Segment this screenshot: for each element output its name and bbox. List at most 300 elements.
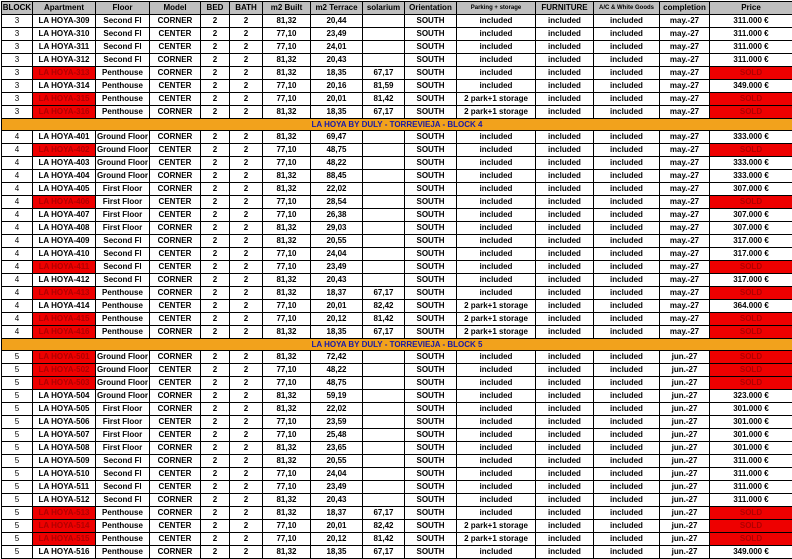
cell-bath: 2 [230, 144, 263, 157]
cell-m2-terrace: 20,43 [311, 54, 363, 67]
cell-parking: included [457, 442, 536, 455]
cell-m2-terrace: 20,55 [311, 235, 363, 248]
cell-furniture: included [536, 403, 594, 416]
cell-m2-terrace: 48,75 [311, 144, 363, 157]
cell-price: SOLD [710, 287, 792, 300]
cell-ac-white-goods: included [594, 209, 660, 222]
cell-m2-built: 77,10 [263, 520, 311, 533]
cell-apartment: LA HOYA-410 [33, 248, 96, 261]
block-title: LA HOYA BY DULY - TORREVIEJA - BLOCK 5 [2, 339, 792, 351]
cell-m2-built: 77,10 [263, 41, 311, 54]
cell-solarium: 67,17 [363, 507, 405, 520]
cell-block: 4 [2, 209, 33, 222]
cell-floor: Second Fl [96, 15, 150, 28]
cell-orientation: SOUTH [405, 54, 457, 67]
cell-m2-terrace: 69,47 [311, 131, 363, 144]
cell-completion: may.-27 [660, 274, 710, 287]
cell-m2-terrace: 20,55 [311, 455, 363, 468]
table-row [2, 481, 792, 494]
cell-m2-terrace: 20,16 [311, 80, 363, 93]
cell-m2-built: 81,32 [263, 67, 311, 80]
table-row [2, 455, 792, 468]
cell-apartment: LA HOYA-514 [33, 520, 96, 533]
cell-bath: 2 [230, 546, 263, 559]
col-floor: Floor [96, 2, 150, 15]
cell-bath: 2 [230, 235, 263, 248]
cell-m2-terrace: 18,35 [311, 67, 363, 80]
cell-block: 5 [2, 533, 33, 546]
cell-block: 3 [2, 67, 33, 80]
cell-m2-terrace: 18,35 [311, 326, 363, 339]
cell-ac-white-goods: included [594, 106, 660, 119]
cell-price: SOLD [710, 106, 792, 119]
column-header-row [2, 2, 792, 15]
cell-floor: Ground Floor [96, 364, 150, 377]
cell-parking: included [457, 28, 536, 41]
cell-solarium: 82,42 [363, 520, 405, 533]
cell-m2-terrace: 20,01 [311, 93, 363, 106]
cell-price: 301.000 € [710, 429, 792, 442]
cell-m2-built: 77,10 [263, 144, 311, 157]
cell-solarium [363, 54, 405, 67]
cell-ac-white-goods: included [594, 157, 660, 170]
cell-bath: 2 [230, 222, 263, 235]
cell-model: CORNER [150, 54, 201, 67]
cell-m2-terrace: 20,44 [311, 15, 363, 28]
cell-price: 333.000 € [710, 170, 792, 183]
cell-parking: included [457, 157, 536, 170]
cell-furniture: included [536, 170, 594, 183]
cell-block: 4 [2, 131, 33, 144]
col-ac-white-goods: A/C & White Goods [594, 2, 660, 15]
cell-model: CORNER [150, 131, 201, 144]
cell-block: 3 [2, 106, 33, 119]
cell-price: 311.000 € [710, 28, 792, 41]
cell-ac-white-goods: included [594, 416, 660, 429]
cell-ac-white-goods: included [594, 455, 660, 468]
cell-m2-built: 81,32 [263, 54, 311, 67]
cell-price: 364.000 € [710, 300, 792, 313]
cell-floor: Second Fl [96, 481, 150, 494]
cell-orientation: SOUTH [405, 183, 457, 196]
cell-block: 3 [2, 41, 33, 54]
cell-price: 301.000 € [710, 442, 792, 455]
cell-ac-white-goods: included [594, 15, 660, 28]
cell-m2-built: 81,32 [263, 131, 311, 144]
cell-m2-built: 77,10 [263, 93, 311, 106]
cell-m2-terrace: 48,75 [311, 377, 363, 390]
cell-m2-terrace: 26,38 [311, 209, 363, 222]
cell-m2-terrace: 23,49 [311, 481, 363, 494]
cell-bed: 2 [201, 300, 230, 313]
cell-furniture: included [536, 287, 594, 300]
cell-block: 3 [2, 54, 33, 67]
cell-price: 311.000 € [710, 15, 792, 28]
cell-furniture: included [536, 222, 594, 235]
col-parking: Parking + storage [457, 2, 536, 15]
col-apartment: Apartment [33, 2, 96, 15]
cell-block: 5 [2, 520, 33, 533]
cell-solarium [363, 222, 405, 235]
cell-parking: 2 park+1 storage [457, 520, 536, 533]
cell-bed: 2 [201, 507, 230, 520]
block-section-header [2, 339, 792, 351]
cell-price: 317.000 € [710, 248, 792, 261]
cell-m2-terrace: 22,02 [311, 183, 363, 196]
cell-floor: Ground Floor [96, 377, 150, 390]
cell-m2-terrace: 18,35 [311, 106, 363, 119]
cell-bath: 2 [230, 390, 263, 403]
cell-furniture: included [536, 416, 594, 429]
cell-furniture: included [536, 196, 594, 209]
cell-bed: 2 [201, 209, 230, 222]
cell-floor: Ground Floor [96, 157, 150, 170]
cell-floor: First Floor [96, 209, 150, 222]
cell-apartment: LA HOYA-406 [33, 196, 96, 209]
cell-m2-terrace: 20,01 [311, 520, 363, 533]
cell-model: CORNER [150, 326, 201, 339]
cell-ac-white-goods: included [594, 274, 660, 287]
cell-ac-white-goods: included [594, 494, 660, 507]
cell-floor: Penthouse [96, 93, 150, 106]
cell-solarium [363, 468, 405, 481]
cell-apartment: LA HOYA-512 [33, 494, 96, 507]
cell-completion: jun.-27 [660, 546, 710, 559]
table-row [2, 261, 792, 274]
cell-orientation: SOUTH [405, 468, 457, 481]
cell-bed: 2 [201, 326, 230, 339]
cell-model: CORNER [150, 546, 201, 559]
cell-ac-white-goods: included [594, 546, 660, 559]
cell-bath: 2 [230, 28, 263, 41]
cell-model: CENTER [150, 157, 201, 170]
cell-m2-built: 81,32 [263, 222, 311, 235]
col-block: BLOCK [2, 2, 33, 15]
cell-parking: included [457, 287, 536, 300]
cell-furniture: included [536, 144, 594, 157]
cell-ac-white-goods: included [594, 313, 660, 326]
cell-parking: included [457, 364, 536, 377]
cell-parking: included [457, 222, 536, 235]
cell-m2-terrace: 23,65 [311, 442, 363, 455]
cell-model: CENTER [150, 144, 201, 157]
cell-bath: 2 [230, 468, 263, 481]
cell-ac-white-goods: included [594, 235, 660, 248]
cell-ac-white-goods: included [594, 248, 660, 261]
cell-orientation: SOUTH [405, 261, 457, 274]
cell-floor: Penthouse [96, 520, 150, 533]
cell-apartment: LA HOYA-504 [33, 390, 96, 403]
cell-price: SOLD [710, 144, 792, 157]
cell-furniture: included [536, 364, 594, 377]
cell-m2-built: 81,32 [263, 442, 311, 455]
cell-model: CENTER [150, 93, 201, 106]
cell-apartment: LA HOYA-415 [33, 313, 96, 326]
cell-m2-terrace: 18,35 [311, 546, 363, 559]
cell-furniture: included [536, 494, 594, 507]
cell-block: 4 [2, 170, 33, 183]
cell-solarium: 81,42 [363, 313, 405, 326]
cell-furniture: included [536, 326, 594, 339]
cell-price: 301.000 € [710, 403, 792, 416]
cell-orientation: SOUTH [405, 274, 457, 287]
table-row [2, 144, 792, 157]
cell-ac-white-goods: included [594, 170, 660, 183]
cell-model: CORNER [150, 494, 201, 507]
cell-solarium [363, 274, 405, 287]
cell-bath: 2 [230, 170, 263, 183]
cell-apartment: LA HOYA-501 [33, 351, 96, 364]
cell-price: SOLD [710, 377, 792, 390]
cell-completion: may.-27 [660, 15, 710, 28]
cell-ac-white-goods: included [594, 390, 660, 403]
cell-price: 317.000 € [710, 274, 792, 287]
cell-apartment: LA HOYA-515 [33, 533, 96, 546]
cell-apartment: LA HOYA-507 [33, 429, 96, 442]
cell-apartment: LA HOYA-505 [33, 403, 96, 416]
cell-completion: jun.-27 [660, 351, 710, 364]
cell-model: CORNER [150, 183, 201, 196]
cell-apartment: LA HOYA-411 [33, 261, 96, 274]
table-row [2, 93, 792, 106]
cell-bed: 2 [201, 377, 230, 390]
cell-bed: 2 [201, 170, 230, 183]
table-row [2, 28, 792, 41]
cell-solarium [363, 170, 405, 183]
table-row [2, 170, 792, 183]
cell-m2-built: 77,10 [263, 313, 311, 326]
cell-completion: may.-27 [660, 41, 710, 54]
cell-parking: included [457, 546, 536, 559]
cell-price: 301.000 € [710, 416, 792, 429]
cell-block: 5 [2, 403, 33, 416]
cell-apartment: LA HOYA-414 [33, 300, 96, 313]
cell-m2-terrace: 59,19 [311, 390, 363, 403]
cell-orientation: SOUTH [405, 494, 457, 507]
cell-block: 4 [2, 300, 33, 313]
cell-orientation: SOUTH [405, 15, 457, 28]
cell-model: CENTER [150, 80, 201, 93]
cell-apartment: LA HOYA-502 [33, 364, 96, 377]
cell-m2-built: 77,10 [263, 209, 311, 222]
cell-floor: First Floor [96, 222, 150, 235]
cell-ac-white-goods: included [594, 131, 660, 144]
cell-block: 5 [2, 390, 33, 403]
cell-m2-terrace: 23,59 [311, 416, 363, 429]
cell-solarium [363, 403, 405, 416]
cell-solarium [363, 248, 405, 261]
cell-m2-built: 77,10 [263, 80, 311, 93]
cell-solarium [363, 377, 405, 390]
cell-orientation: SOUTH [405, 144, 457, 157]
cell-m2-built: 77,10 [263, 377, 311, 390]
cell-orientation: SOUTH [405, 93, 457, 106]
cell-price: 311.000 € [710, 481, 792, 494]
table-row [2, 54, 792, 67]
cell-m2-terrace: 20,43 [311, 274, 363, 287]
cell-ac-white-goods: included [594, 41, 660, 54]
cell-m2-built: 77,10 [263, 468, 311, 481]
col-furniture: FURNITURE [536, 2, 594, 15]
table-row [2, 131, 792, 144]
cell-model: CENTER [150, 377, 201, 390]
cell-m2-terrace: 24,01 [311, 41, 363, 54]
cell-floor: Penthouse [96, 67, 150, 80]
cell-parking: included [457, 390, 536, 403]
cell-m2-built: 77,10 [263, 300, 311, 313]
cell-solarium [363, 455, 405, 468]
cell-bed: 2 [201, 403, 230, 416]
cell-ac-white-goods: included [594, 80, 660, 93]
cell-apartment: LA HOYA-313 [33, 67, 96, 80]
cell-bath: 2 [230, 364, 263, 377]
cell-block: 5 [2, 351, 33, 364]
cell-parking: included [457, 261, 536, 274]
cell-ac-white-goods: included [594, 28, 660, 41]
cell-floor: Penthouse [96, 300, 150, 313]
cell-solarium: 67,17 [363, 287, 405, 300]
cell-model: CORNER [150, 106, 201, 119]
cell-orientation: SOUTH [405, 131, 457, 144]
cell-orientation: SOUTH [405, 300, 457, 313]
cell-furniture: included [536, 481, 594, 494]
cell-floor: Second Fl [96, 261, 150, 274]
cell-apartment: LA HOYA-516 [33, 546, 96, 559]
cell-bath: 2 [230, 80, 263, 93]
cell-bed: 2 [201, 416, 230, 429]
cell-orientation: SOUTH [405, 209, 457, 222]
cell-floor: Second Fl [96, 235, 150, 248]
cell-apartment: LA HOYA-508 [33, 442, 96, 455]
cell-apartment: LA HOYA-506 [33, 416, 96, 429]
cell-solarium [363, 390, 405, 403]
cell-block: 4 [2, 287, 33, 300]
cell-furniture: included [536, 300, 594, 313]
cell-solarium: 81,42 [363, 93, 405, 106]
cell-parking: included [457, 429, 536, 442]
cell-block: 5 [2, 364, 33, 377]
cell-price: 307.000 € [710, 183, 792, 196]
cell-model: CENTER [150, 468, 201, 481]
cell-bed: 2 [201, 80, 230, 93]
cell-completion: may.-27 [660, 67, 710, 80]
cell-model: CENTER [150, 416, 201, 429]
cell-solarium [363, 28, 405, 41]
cell-m2-built: 81,32 [263, 287, 311, 300]
cell-model: CORNER [150, 235, 201, 248]
cell-bed: 2 [201, 364, 230, 377]
cell-solarium [363, 416, 405, 429]
cell-orientation: SOUTH [405, 351, 457, 364]
cell-bath: 2 [230, 93, 263, 106]
cell-price: 311.000 € [710, 455, 792, 468]
cell-solarium [363, 481, 405, 494]
cell-apartment: LA HOYA-404 [33, 170, 96, 183]
cell-price: 333.000 € [710, 157, 792, 170]
table-row [2, 416, 792, 429]
cell-bath: 2 [230, 15, 263, 28]
cell-orientation: SOUTH [405, 390, 457, 403]
table-row [2, 507, 792, 520]
table-row [2, 377, 792, 390]
cell-apartment: LA HOYA-416 [33, 326, 96, 339]
cell-bed: 2 [201, 41, 230, 54]
cell-furniture: included [536, 209, 594, 222]
col-bath: BATH [230, 2, 263, 15]
cell-floor: Second Fl [96, 468, 150, 481]
cell-completion: may.-27 [660, 287, 710, 300]
cell-solarium: 82,42 [363, 300, 405, 313]
cell-parking: 2 park+1 storage [457, 106, 536, 119]
table-row [2, 222, 792, 235]
cell-parking: 2 park+1 storage [457, 533, 536, 546]
cell-bed: 2 [201, 28, 230, 41]
table-row [2, 390, 792, 403]
cell-bath: 2 [230, 507, 263, 520]
cell-completion: may.-27 [660, 106, 710, 119]
cell-price: 349.000 € [710, 80, 792, 93]
col-orientation: Orientation [405, 2, 457, 15]
table-row [2, 106, 792, 119]
cell-orientation: SOUTH [405, 520, 457, 533]
cell-block: 3 [2, 93, 33, 106]
cell-block: 3 [2, 28, 33, 41]
table-row [2, 41, 792, 54]
cell-bath: 2 [230, 209, 263, 222]
cell-completion: jun.-27 [660, 455, 710, 468]
cell-parking: 2 park+1 storage [457, 326, 536, 339]
cell-parking: included [457, 15, 536, 28]
cell-bath: 2 [230, 403, 263, 416]
cell-m2-terrace: 22,02 [311, 403, 363, 416]
cell-block: 4 [2, 248, 33, 261]
cell-price: 311.000 € [710, 54, 792, 67]
cell-ac-white-goods: included [594, 403, 660, 416]
cell-m2-terrace: 20,12 [311, 533, 363, 546]
cell-apartment: LA HOYA-513 [33, 507, 96, 520]
cell-ac-white-goods: included [594, 300, 660, 313]
cell-furniture: included [536, 520, 594, 533]
cell-furniture: included [536, 41, 594, 54]
cell-ac-white-goods: included [594, 442, 660, 455]
cell-completion: may.-27 [660, 157, 710, 170]
cell-furniture: included [536, 313, 594, 326]
cell-ac-white-goods: included [594, 261, 660, 274]
cell-m2-terrace: 88,45 [311, 170, 363, 183]
cell-apartment: LA HOYA-315 [33, 93, 96, 106]
cell-price: SOLD [710, 364, 792, 377]
table-row [2, 351, 792, 364]
cell-furniture: included [536, 533, 594, 546]
cell-block: 5 [2, 377, 33, 390]
col-completion: completion [660, 2, 710, 15]
cell-ac-white-goods: included [594, 196, 660, 209]
cell-solarium [363, 144, 405, 157]
cell-completion: may.-27 [660, 28, 710, 41]
cell-bath: 2 [230, 520, 263, 533]
cell-orientation: SOUTH [405, 196, 457, 209]
cell-block: 5 [2, 442, 33, 455]
cell-completion: may.-27 [660, 196, 710, 209]
cell-bed: 2 [201, 183, 230, 196]
table-row [2, 157, 792, 170]
cell-ac-white-goods: included [594, 377, 660, 390]
cell-bath: 2 [230, 326, 263, 339]
cell-apartment: LA HOYA-412 [33, 274, 96, 287]
cell-m2-built: 81,32 [263, 455, 311, 468]
cell-solarium [363, 494, 405, 507]
table-row [2, 67, 792, 80]
